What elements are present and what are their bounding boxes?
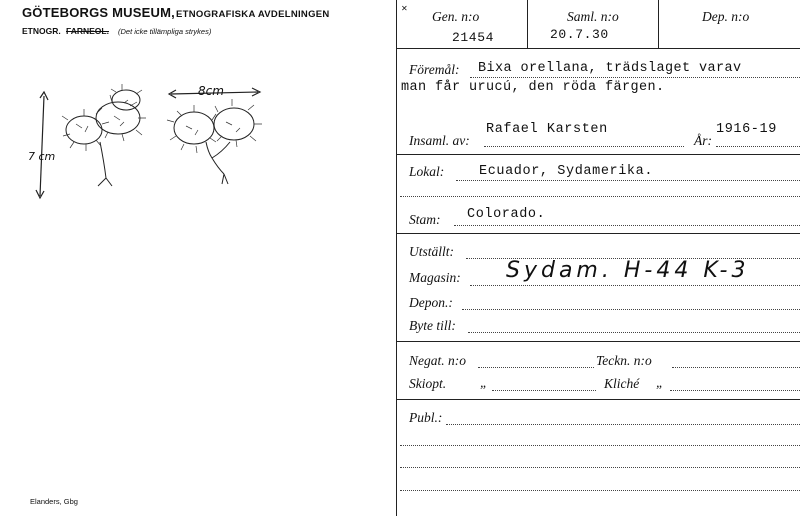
lokal-value: Ecuador, Sydamerika. (479, 164, 654, 179)
section-border-3 (396, 341, 800, 342)
stam-dots (454, 225, 800, 226)
corner-mark: ✕ (401, 4, 408, 13)
byte-label: Byte till: (409, 318, 456, 333)
top-row-border (396, 48, 800, 49)
lokal-label: Lokal: (409, 164, 445, 179)
publ-dots-1 (446, 424, 800, 425)
kliche-label: Kliché (604, 376, 640, 391)
magasin-value: Sydam. H-44 K-3 (506, 258, 750, 283)
lokal-dots-2 (400, 196, 800, 197)
strike-note: (Det icke tillämpliga strykes) (118, 27, 212, 36)
bixa-capsule-sketch (26, 78, 296, 208)
insaml-dots (484, 146, 684, 147)
byte-dots (468, 332, 800, 333)
utstallt-label: Utställt: (409, 244, 455, 259)
depon-label: Depon.: (409, 295, 453, 310)
foremal-dots (470, 77, 800, 78)
stam-label: Stam: (409, 212, 441, 227)
publ-label: Publ.: (409, 410, 443, 425)
insaml-label: Insaml. av: (409, 133, 470, 148)
top-divider-1 (527, 0, 528, 48)
card-left-border (396, 0, 397, 516)
foremal-line-1: Bixa orellana, trädslaget varav (478, 61, 742, 76)
kliche-dots (670, 390, 800, 391)
negat-label: Negat. n:o (409, 353, 466, 368)
struck-label: FARNEOL. (66, 26, 109, 36)
foremal-line-2: man får urucú, den röda färgen. (401, 80, 665, 95)
section-border-4 (396, 399, 800, 400)
plant-drawing (26, 78, 296, 208)
teckn-dots (672, 367, 800, 368)
printer-label: Elanders, Gbg (30, 497, 78, 506)
etnogr-label: ETNOGR. (22, 26, 61, 36)
skiopt-ditto: „ (480, 375, 488, 390)
stam-value: Colorado. (467, 207, 546, 222)
publ-dots-2 (400, 445, 800, 446)
saml-value: 20.7.30 (550, 27, 609, 42)
dep-label: Dep. n:o (702, 9, 750, 24)
skiopt-dots (492, 390, 596, 391)
ar-dots (716, 146, 800, 147)
lokal-dots (456, 180, 800, 181)
magasin-label: Magasin: (409, 270, 461, 285)
section-border-1 (396, 154, 800, 155)
foremal-label: Föremål: (409, 62, 460, 77)
skiopt-label: Skiopt. (409, 376, 447, 391)
publ-dots-3 (400, 467, 800, 468)
top-divider-2 (658, 0, 659, 48)
saml-label: Saml. n:o (567, 9, 619, 24)
museum-name: GÖTEBORGS MUSEUM, (22, 5, 175, 20)
magasin-dots (470, 285, 800, 286)
depon-dots (462, 309, 800, 310)
gen-value: 21454 (452, 30, 495, 45)
kliche-ditto: „ (656, 375, 664, 390)
insaml-value: Rafael Karsten (486, 122, 608, 137)
ar-label: År: (694, 133, 712, 148)
section-border-2 (396, 233, 800, 234)
ar-value: 1916-19 (716, 122, 777, 137)
negat-dots (478, 367, 594, 368)
width-label: 8cm (198, 84, 224, 98)
teckn-label: Teckn. n:o (596, 353, 652, 368)
height-label: 7 cm (28, 150, 56, 163)
gen-label: Gen. n:o (432, 9, 480, 24)
publ-dots-4 (400, 490, 800, 491)
department-name: ETNOGRAFISKA AVDELNINGEN (176, 9, 330, 20)
